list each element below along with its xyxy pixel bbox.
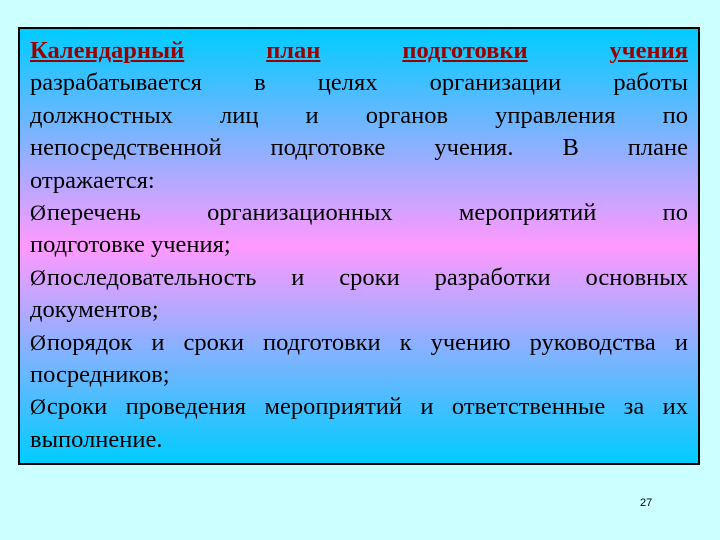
title-word: Календарный xyxy=(30,37,185,64)
word: их xyxy=(662,393,688,421)
word: ответственные xyxy=(451,393,606,421)
word: и xyxy=(151,328,165,356)
word: непосредственной xyxy=(30,134,222,162)
word: порядок xyxy=(46,328,133,356)
word: сроки xyxy=(46,393,108,421)
paragraph-line: отражается: xyxy=(30,166,155,194)
arrow-bullet-icon: Ø xyxy=(30,200,46,226)
word: учения. xyxy=(434,134,514,162)
word: мероприятий xyxy=(458,199,597,227)
bullet-item xyxy=(30,391,688,423)
word: разрабатывается xyxy=(30,69,202,97)
word xyxy=(30,391,107,423)
paragraph-line xyxy=(30,100,688,132)
word: работы xyxy=(613,69,688,97)
title-word: подготовки xyxy=(402,37,528,64)
main-text xyxy=(30,35,688,456)
word: сроки xyxy=(183,328,244,356)
word: по xyxy=(662,199,688,227)
arrow-bullet-icon: Ø xyxy=(30,394,46,420)
word: по xyxy=(662,101,688,129)
word: организационных xyxy=(207,199,393,227)
bullet-continuation: выполнение. xyxy=(30,425,163,453)
word: подготовке xyxy=(270,134,386,162)
word: к xyxy=(399,328,412,356)
word xyxy=(30,327,132,359)
word: и xyxy=(305,101,319,129)
bullet-continuation: документов; xyxy=(30,296,159,324)
word: перечень xyxy=(46,199,141,227)
word: мероприятий xyxy=(264,393,403,421)
bullet-item xyxy=(30,262,688,294)
bullet-item xyxy=(30,197,688,229)
title-line xyxy=(30,35,688,67)
word: органов xyxy=(365,101,449,129)
word: должностных xyxy=(30,101,173,129)
word: основных xyxy=(585,263,688,291)
word: сроки xyxy=(339,263,400,291)
word: подготовки xyxy=(262,328,381,356)
page-number: 27 xyxy=(640,497,653,509)
bullet-item xyxy=(30,327,688,359)
word: и xyxy=(674,328,688,356)
arrow-bullet-icon: Ø xyxy=(30,264,46,290)
bullet-continuation: подготовке учения; xyxy=(30,231,231,259)
paragraph-line xyxy=(30,132,688,164)
word: последовательность xyxy=(46,263,257,291)
paragraph-line xyxy=(30,67,688,99)
word: и xyxy=(420,393,434,421)
word: в xyxy=(254,69,266,97)
word: учению xyxy=(430,328,511,356)
word: организации xyxy=(429,69,562,97)
title-word: учения xyxy=(609,37,688,64)
arrow-bullet-icon: Ø xyxy=(30,329,46,355)
word xyxy=(30,197,141,229)
word: руководства xyxy=(529,328,656,356)
word: разработки xyxy=(434,263,551,291)
word: проведения xyxy=(125,393,247,421)
word: за xyxy=(623,393,645,421)
word: целях xyxy=(317,69,378,97)
title-word: план xyxy=(266,37,321,64)
word: лиц xyxy=(220,101,259,129)
word: и xyxy=(291,263,305,291)
word: плане xyxy=(627,134,688,162)
word: управления xyxy=(495,101,616,129)
word xyxy=(30,262,256,294)
content-box xyxy=(18,27,700,465)
bullet-continuation: посредников; xyxy=(30,361,170,389)
word: В xyxy=(562,134,579,162)
